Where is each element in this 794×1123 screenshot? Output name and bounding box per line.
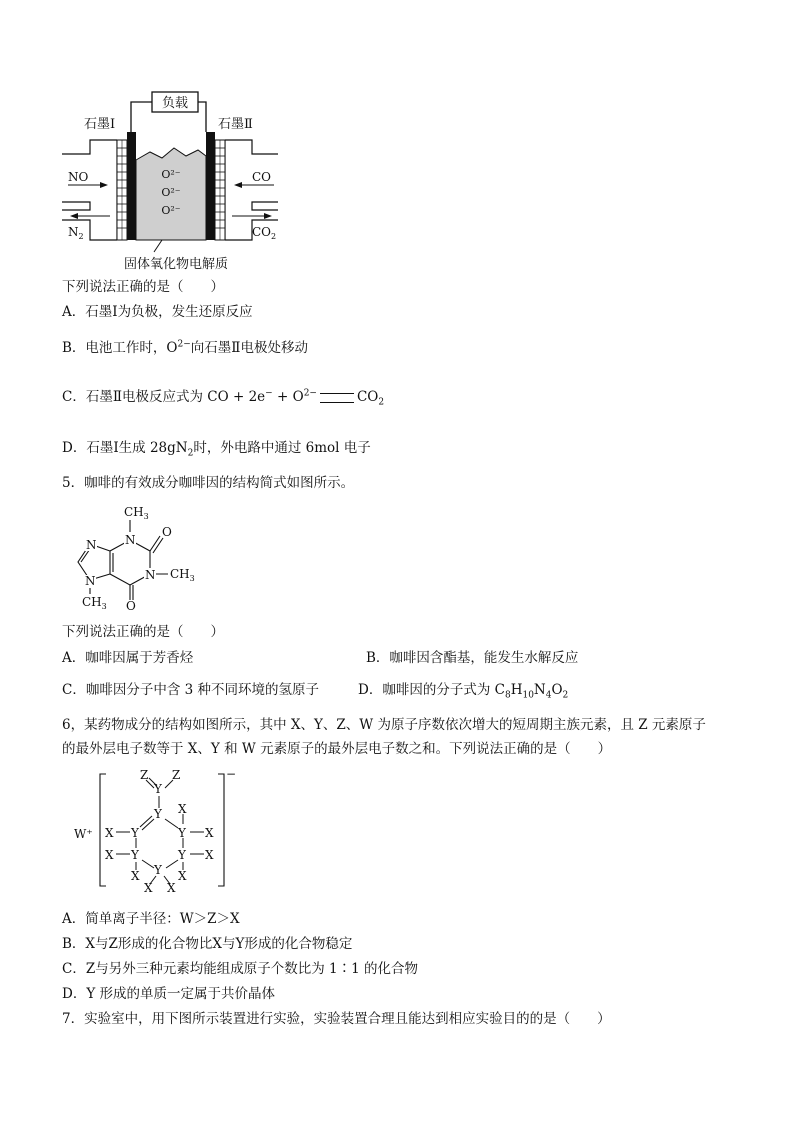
atom-x-br: X <box>178 869 187 883</box>
q5-stem: 5．咖啡的有效成分咖啡因的结构简式如图所示。 <box>62 475 355 491</box>
methyl-bottom: $CH_3$ <box>82 595 107 611</box>
atom-n9: N <box>85 574 96 588</box>
atom-y-r1: Y <box>178 826 186 840</box>
q4-option-c: C．石墨Ⅱ电极反应式为 CO + $2e^- + O^{2-}$ $CO_2$ <box>62 388 385 408</box>
electrode-left-label: 石墨Ⅰ <box>84 117 116 132</box>
q6-option-b: B．X与Z形成的化合物比X与Y形成的化合物稳定 <box>62 936 353 952</box>
q4-stem: 下列说法正确的是（ ） <box>62 279 224 295</box>
co2-outlet-label: $CO_2$ <box>252 225 277 241</box>
atom-x-l1: X <box>105 826 114 840</box>
q5-ask: 下列说法正确的是（ ） <box>62 624 224 640</box>
q4-option-b: B．电池工作时，$O^{2-}$向石墨Ⅱ电极处移动 <box>62 339 308 356</box>
ion-label-2: O²⁻ <box>161 186 181 199</box>
atom-x-b1: X <box>144 881 153 894</box>
atom-z-right: Z <box>172 768 181 782</box>
atom-o-top: O <box>162 525 172 539</box>
anion-structure <box>70 766 240 894</box>
left-porous-layer <box>117 140 127 240</box>
atom-y-bottom: Y <box>154 863 162 877</box>
atom-n7: N <box>86 538 97 552</box>
atom-n3: N <box>145 568 156 582</box>
co-inlet-label: CO <box>252 170 272 184</box>
ion-label-1: O²⁻ <box>161 168 181 181</box>
equal-sign <box>320 393 354 403</box>
electrode-right-label: 石墨Ⅱ <box>218 117 253 132</box>
atom-x-l2: X <box>105 848 114 862</box>
right-porous-layer <box>215 140 225 240</box>
atom-y-top: Y <box>154 782 162 796</box>
q6-option-c: C．Z与另外三种元素均能组成原子个数比为 1∶1 的化合物 <box>62 961 418 977</box>
q5-option-c: C．咖啡因分子中含 3 种不同环境的氢原子 <box>62 682 320 698</box>
atom-z-left: Z <box>140 768 149 782</box>
methyl-right: $CH_3$ <box>170 567 195 583</box>
atom-x-r1: X <box>205 826 214 840</box>
load-label: 负载 <box>161 96 189 111</box>
atom-y-l2: Y <box>131 848 139 862</box>
atom-x-top-right: X <box>178 802 187 816</box>
ion-label-3: O²⁻ <box>161 204 181 217</box>
anion-charge: − <box>226 767 237 781</box>
atom-x-r2: X <box>205 848 214 862</box>
q6-option-d: D．Y 形成的单质一定属于共价晶体 <box>62 986 276 1002</box>
graphite-electrode-left <box>127 132 136 240</box>
fuel-cell-diagram <box>62 90 302 274</box>
methyl-top: $CH_3$ <box>124 505 149 521</box>
n2-outlet-label: $N_2$ <box>68 225 84 241</box>
atom-x-b2: X <box>167 881 176 894</box>
atom-y-l1: Y <box>131 826 139 840</box>
graphite-electrode-right <box>206 132 215 240</box>
q6-stem-line2: 的最外层电子数等于 X、Y 和 W 元素原子的最外层电子数之和。下列说法正确的是（ ） <box>62 741 612 757</box>
q4-option-a: A．石墨Ⅰ为负极，发生还原反应 <box>62 304 253 320</box>
atom-x-bl: X <box>131 869 140 883</box>
atom-o-bottom: O <box>126 599 136 613</box>
atom-y-ring-top: Y <box>154 807 162 821</box>
electrolyte-caption: 固体氧化物电解质 <box>124 257 229 272</box>
q5-option-d: D．咖啡因的分子式为 $C_8H_{10}N_4O_2$ <box>358 682 569 701</box>
cation-w: W⁺ <box>74 827 93 841</box>
q5-option-a: A．咖啡因属于芳香烃 <box>62 650 194 666</box>
q5-option-b: B．咖啡因含酯基，能发生水解反应 <box>366 650 579 666</box>
q4-option-d: D．石墨Ⅰ生成 $28gN_2$时，外电路中通过 6mol 电子 <box>62 440 371 459</box>
atom-n1: N <box>125 533 136 547</box>
q6-stem-line1: 6，某药物成分的结构如图所示，其中 X、Y、Z、W 为原子序数依次增大的短周期主族元素，且 Z 元素原子 <box>62 717 706 733</box>
caffeine-structure <box>68 498 208 614</box>
q6-option-a: A．简单离子半径：W＞Z＞X <box>62 911 240 927</box>
no-inlet-label: NO <box>68 170 89 184</box>
atom-y-r2: Y <box>178 848 186 862</box>
q7-stem: 7．实验室中，用下图所示装置进行实验，实验装置合理且能达到相应实验目的的是（ ） <box>62 1011 611 1027</box>
